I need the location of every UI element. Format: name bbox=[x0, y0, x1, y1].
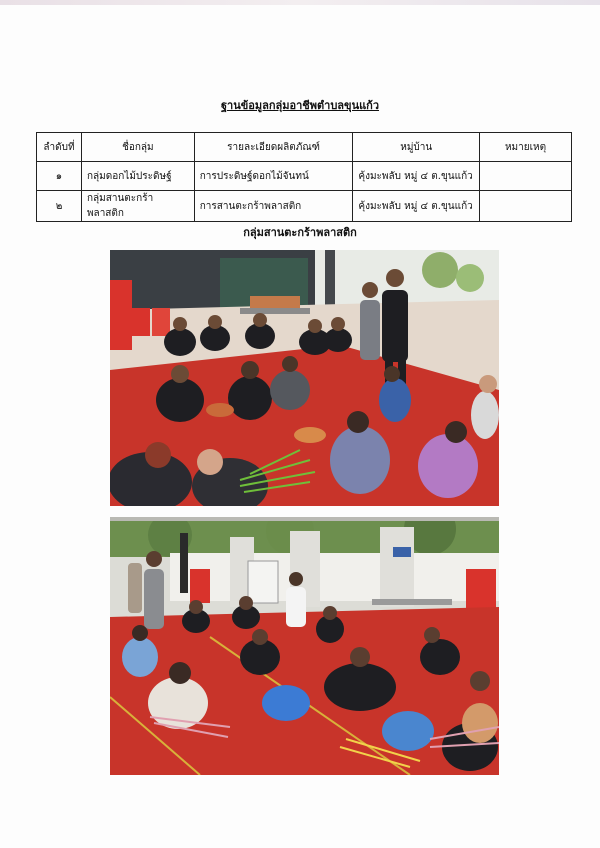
header-product-detail: รายละเอียดผลิตภัณฑ์ bbox=[194, 133, 353, 162]
header-group-name: ชื่อกลุ่ม bbox=[81, 133, 194, 162]
table-header-row bbox=[37, 133, 572, 162]
row-village: คุ้งมะพลับ หมู่ ๔ ต.ขุนแก้ว bbox=[353, 162, 480, 191]
row-remark bbox=[480, 162, 572, 191]
row-village: คุ้งมะพลับ หมู่ ๔ ต.ขุนแก้ว bbox=[353, 191, 480, 222]
row-product-detail: การประดิษฐ์ดอกไม้จันทน์ bbox=[194, 162, 353, 191]
occupation-groups-table bbox=[36, 132, 572, 222]
row-group-name: กลุ่มดอกไม้ประดิษฐ์ bbox=[81, 162, 194, 191]
header-remark: หมายเหตุ bbox=[480, 133, 572, 162]
header-village: หมู่บ้าน bbox=[353, 133, 480, 162]
row-order: ๑ bbox=[37, 162, 82, 191]
table-row bbox=[37, 162, 572, 191]
photo-caption: กลุ่มสานตะกร้าพลาสติก bbox=[243, 226, 357, 239]
row-order: ๒ bbox=[37, 191, 82, 222]
row-product-detail: การสานตะกร้าพลาสติก bbox=[194, 191, 353, 222]
row-remark bbox=[480, 191, 572, 222]
weaving-group-photo-2 bbox=[110, 517, 499, 775]
header-order: ลำดับที่ bbox=[37, 133, 82, 162]
scan-edge-stripe bbox=[0, 0, 600, 5]
weaving-group-photo-1 bbox=[110, 250, 499, 506]
table-row bbox=[37, 191, 572, 222]
page-title: ฐานข้อมูลกลุ่มอาชีพตำบลขุนแก้ว bbox=[220, 99, 380, 112]
row-group-name: กลุ่มสานตะกร้าพลาสติก bbox=[81, 191, 194, 222]
